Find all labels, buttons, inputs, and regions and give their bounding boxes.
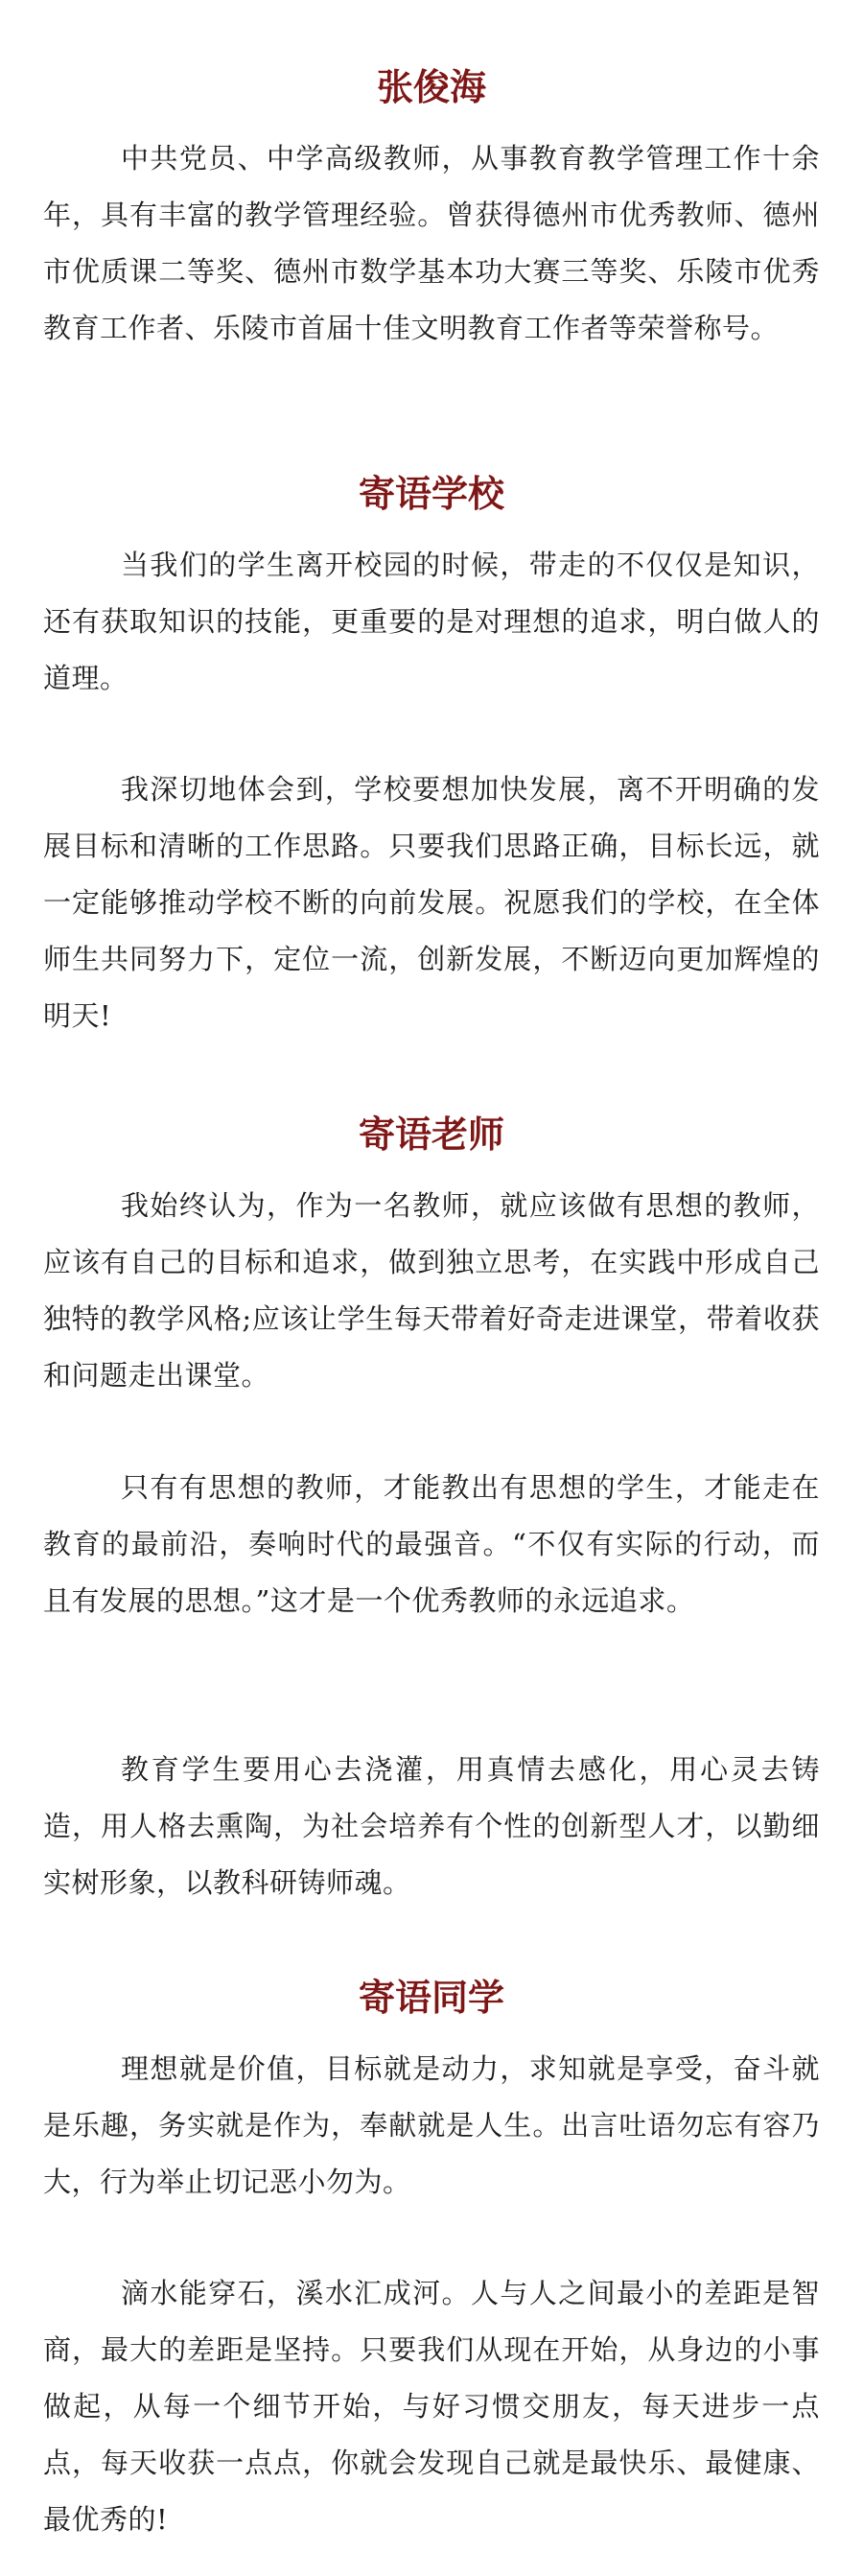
student-message-paragraph-2: 滴水能穿石，溪水汇成河。人与人之间最小的差距是智商，最大的差距是坚持。只要我们从现在开始，从身边的小事做起，从每一个细节开始，与好习惯交朋友，每天进步一点点，每天收获一点点，你就会发现自己就是最快乐、最健康、最优秀的! xyxy=(43,2277,820,2536)
teacher-message-paragraph-1: 我始终认为，作为一名教师，就应该做有思想的教师，应该有自己的目标和追求，做到独立思考，在实践中形成自己独特的教学风格;应该让学生每天带着好奇走进课堂，带着收获和问题走出课堂。 xyxy=(43,1189,820,1392)
school-message-paragraph-2: 我深切地体会到，学校要想加快发展，离不开明确的发展目标和清晰的工作思路。只要我们思路正确，目标长远，就一定能够推动学校不断的向前发展。祝愿我们的学校，在全体师生共同努力下，定位一流，创新发展，不断迈向更加辉煌的明天! xyxy=(43,773,820,1032)
teacher-message-paragraph-2: 只有有思想的教师，才能教出有思想的学生，才能走在教育的最前沿，奏响时代的最强音。“不仅有实际的行动，而且有发展的思想。”这才是一个优秀教师的永远追求。 xyxy=(43,1471,820,1617)
teacher-message-heading: 寄语老师 xyxy=(358,1113,504,1156)
school-message-heading: 寄语学校 xyxy=(358,473,504,515)
student-message-paragraph-1: 理想就是价值，目标就是动力，求知就是享受，奋斗就是乐趣，务实就是作为，奉献就是人生。出言吐语勿忘有容乃大，行为举止切记恶小勿为。 xyxy=(43,2052,820,2198)
school-message-paragraph-1: 当我们的学生离开校园的时候，带走的不仅仅是知识，还有获取知识的技能，更重要的是对理想的追求，明白做人的道理。 xyxy=(43,549,820,694)
name-heading: 张俊海 xyxy=(376,66,486,108)
teacher-message-paragraph-3: 教育学生要用心去浇灌，用真情去感化，用心灵去铸造，用人格去熏陶，为社会培养有个性的创新型人才，以勤细实树形象，以教科研铸师魂。 xyxy=(43,1753,820,1899)
student-message-heading: 寄语同学 xyxy=(358,1977,504,2019)
bio-paragraph: 中共党员、中学高级教师，从事教育教学管理工作十余年，具有丰富的教学管理经验。曾获得德州市优秀教师、德州市优质课二等奖、德州市数学基本功大赛三等奖、乐陵市优秀教育工作者、乐陵市首届十佳文明教育工作者等荣誉称号。 xyxy=(43,142,820,344)
